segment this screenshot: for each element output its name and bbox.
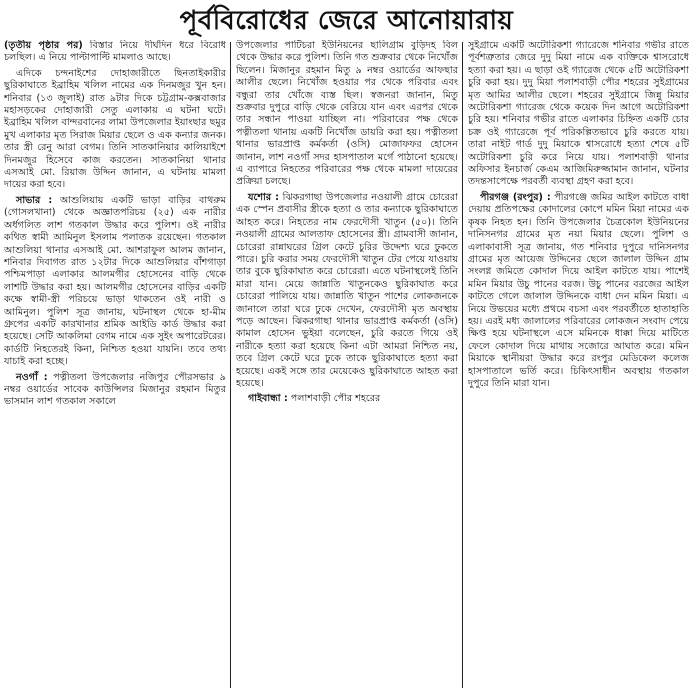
paragraph: [236, 393, 458, 405]
dateline: নওগাঁ :: [16, 371, 48, 383]
paragraph-text: পীরগঞ্জে জমির আইল কাটতে বাধা দেয়ায় প্রতিপক্ষের কোদালের কোপে মমিন মিয়া নামের এক কৃষক নিহত হন। তিনি উপজেলার চৈত্রকোল ইউনিয়নের দানিসনগর গ্রামের মৃত নয়া মিয়ার ছেলে। পুলিশ ও এলাকাবাসী সূত্র জানায়, গত শনিবার দুপুরে দানিসনগর গ্রামের মৃত আয়েজ উদ্দিনের ছেলে জালাল উদ্দিন গ্রাম সংলগ্ন জমিতে কোদাল দিয়ে আইল কাটতে যায়। পাশেই মমিন মিয়ার উচু পানের বরজ। উচু পানের বরজের আইল কাটতে গেলে জালাল উদ্দিনকে বাধা দেন মমিন মিয়া। এ নিয়ে উভয়ের মধ্যে প্রথমে বচসা এবং পরবর্তীতে হাতাহাতি হয়। এরই মধ্য জালালের পরিবারের লোকজন সংবাদ পেয়ে ক্ষিপ্ত হয়ে ঘটনাস্থলে এসে মমিনকে ধাক্কা দিয়ে মাটিতে ফেলে কোদাল দিয়ে মাথায় সজোরে আঘাত করে। মমিন মিয়াকে স্থানীয়রা উদ্ধার করে রংপুর মেডিকেল কলেজ হাসপাতালে ভর্তি করে। চিকিৎসাধীন অবস্থায় গতকাল দুপুরে তিনি মারা যান।: [468, 191, 689, 389]
paragraph: [468, 192, 689, 391]
column-3: [468, 40, 689, 690]
paragraph: [4, 40, 226, 65]
paragraph: উপজেলার পাটিচরা ইউনিয়নের ছালিগ্রাম বুড়িদহ বিল থেকে উদ্ধার করে পুলিশ। তিনি গত শুক্রবার থেকে নিখোঁজ ছিলেন। মিজানুর রহমান মিতু ৯ নম্বর ওয়ার্ডের আফছার আলীর ছেলে। নিখোঁজ হওয়ার পর থেকে পরিবার এবং বন্ধুরা তার খোঁজে ব্যস্ত ছিল। স্বজনরা জানান, মিতু শুক্রবার দুপুরে বাড়ি থেকে বেরিয়ে যান এবং এরপর থেকে তার সন্ধান পাওয়া যাচ্ছিল না। পরিবারের পক্ষ থেকে পত্নীতলা থানায় একটি নিখোঁজ ডায়রি করা হয়। পত্নীতলা থানার ভারপ্রাপ্ত কর্মকর্তা (ওসি) মোজাফফর হোসেন জানান, লাশ নওগাঁ সদর হাসপাতাল মর্গে পাঠানো হয়েছে। এ ব্যাপারে নিহতের পরিবারের পক্ষ থেকে মামলা দায়েরের প্রক্রিয়া চলছে।: [236, 40, 458, 188]
paragraph: সুইগ্রামে একটি অটোরিকশা গ্যারেজে শনিবার গভীর রাতে পূর্বশত্রুতার জেরে দুদু মিয়া নামে এক ব্যক্তিকে শ্বাসরোধে হত্যা করা হয়। এ ছাড়া ওই গ্যারেজ থেকে ৫টি অটোরিকশা চুরি করা হয়। দুদু মিয়া পলাশবাড়ী পৌর শহরের সুইগ্রামের মৃত আমির আলীর ছেলে। শহরের সুইগ্রামে জিন্নু মিয়ার অটোরিকশা গ্যারেজ থেকে কয়েক দিন আগে অটোরিকশা চুরি হয়। শনিবার গভীর রাতে এলাকার চিহ্নিত একটি চোর চক্র ওই গ্যারেজে পূর্ব পরিকল্পিতভাবে চুরি করতে যায়। তারা নাইট গার্ড দুদু মিয়াকে শ্বাসরোধে হত্যা শেষে ৫টি অটোরিকশা চুরি করে নিয়ে যায়। পলাশবাড়ী থানার অফিসার ইনচার্জ কেএম আজিমিরুজ্জামান জানান, ঘটনার তদন্তসাপেক্ষে পরবর্তী ব্যবস্থা গ্রহণ করা হবে।: [468, 40, 689, 188]
headline: পূর্ববিরোধের জেরে আনোয়ারায়: [179, 6, 514, 36]
paragraph: [4, 372, 226, 409]
column-1: [4, 40, 226, 690]
continuation-label: (তৃতীয় পৃষ্ঠার পর): [4, 40, 83, 51]
paragraph-text: পত্নীতলা উপজেলার নজিপুর পৌরসভার ৯ নম্বর ওয়ার্ডের সাবেক কাউন্সিলর মিজানুর রহমান মিতুর ভাসমান লাশ গতকাল সকালে: [4, 371, 226, 408]
column-divider: [230, 42, 231, 688]
column-divider: [462, 42, 463, 688]
paragraph-text: ঝিকরগাছা উপজেলার নওয়ালী গ্রামে চোরেরা এক স্পেন প্রবাসীর স্ত্রীকে হত্যা ও তার কন্যাকে ছুরিকাঘাতে আহত করে। নিহতের নাম ফেরদৌসী খাতুন (৫০)। তিনি নওয়ালী গ্রামের আলতাফ হোসেনের স্ত্রী। গ্রামবাসী জানান, চোরেরা রান্নাঘরের গ্রিল কেটে চুরির উদ্দেশ্য ঘরে ঢুকতে পারে। চুরি করার সময় ফেরদৌসী খাতুন টের পেয়ে যাওয়ায় তার বুকে ছুরিকাঘাত করে চোরেরা। এতে ঘটনাস্থলেই তিনি মারা যান। মেয়ে জান্নাতি খাতুনকেও ছুরিকাঘাত করে চোরেরা পালিয়ে যায়। জান্নাতি খাতুন পাশের লোকজনকে জানালে তারা ঘরে ঢুকে দেখেন, ফেরদৌসী মৃত অবস্থায় পড়ে আছেন। ঝিকরগাছা থানার ভারপ্রাপ্ত কর্মকর্তা (ওসি) কামাল হোসেন ভুইয়া বলেছেন, চুরি করতে গিয়ে ওই নারীকে হত্যা করা হয়েছে কিনা এটা আমরা নিশ্চিত নয়, তবে গ্রিল কেটে ঘরে ঢুকে তাকে ছুরিকাঘাতে হত্যা করা হয়েছে। একই সঙ্গে তার মেয়েকেও ছুরিকাঘাতে আহত করা হয়েছে।: [236, 191, 458, 389]
dateline: সাভার :: [16, 194, 53, 206]
paragraph-text: বিস্তার নিয়ে দীর্ঘদিন ধরে বিরোধ চলছিল। এ নিয়ে পাল্টাপাল্টি মামলাও আছে।: [4, 40, 226, 64]
paragraph: [4, 195, 226, 369]
paragraph: [236, 192, 458, 391]
dateline: যশোর :: [248, 191, 279, 203]
dateline: গাইবান্ধা :: [248, 393, 288, 405]
column-2: [236, 40, 458, 690]
paragraph-text: পলাশবাড়ী পৌর শহরের: [287, 393, 381, 405]
paragraph-text: আশুলিয়ায় একটি ভাড়া বাড়ির বাথরুম (গোসলখানা) থেকে অজ্ঞাতপরিচয় (২৫) এক নারীর অর্ধগলিত লাশ গতকাল উদ্ধার করে পুলিশ। ওই নারীর কথিত স্বামী আমিনুল ইসলাম পলাতক রয়েছেন। গতকাল আশুলিয়া থানার এসআই মো. আশরাফুল আলম জানান, শনিবার দিবাগত রাত ১২টার দিকে আশুলিয়ার বাঁশগাড়া পশ্চিমপাড়া এলাকার আলমগীর হোসেনের বাড়ি থেকে লাশটি উদ্ধার করা হয়। আলমগীর হোসেনের বাড়ির একটি কক্ষে স্বামী-স্ত্রী পরিচয়ে ভাড়া থাকতেন ওই নারী ও আমিনুল। পুলিশ সূত্র জানায়, ঘটনাস্থল থেকে হা-মীম গ্রুপের একটি কারখানার শ্রমিক আইডি কার্ড উদ্ধার করা হয়েছে। সেটি আকলিমা বেগম নামে এক সুইং অপারেটরের। কার্ডটি নিহতেরই কিনা, নিশ্চিত হওয়া যায়নি। তবে তথ্য যাচাই করা হচ্ছে।: [4, 194, 226, 368]
dateline: পীরগঞ্জ (রংপুর) :: [480, 191, 551, 203]
paragraph: এদিকে চন্দনাইশের দোহাজারীতে ছিনতাইকারীর ছুরিকাঘাতে ইব্রাহিম খলিল নামের এক দিনমজুর খুন হন। শনিবার (১৩ জুলাই) রাত ৯টার দিকে চট্টগ্রাম-কক্সবাজার মহাসড়কের দোহাজারী সেতু এলাকায় এ ঘটনা ঘটে। ইব্রাহিম খলিল বান্দরবানের লামা উপজেলার ইয়াংছার ছমুর মুখ এলাকার মৃত সিরাজ মিয়ার ছেলে ও এক কন্যার জনক। তার স্ত্রী রেনু আরা বেগম। তিনি সাতকানিয়ার কালিয়াইশে দিনমজুর হিসেবে কাজ করতেন। সাতকানিয়া থানার এসআই মো. রিয়াজ উদ্দিন জানান, এ ঘটনায় মামলা দায়ের করা হবে।: [4, 67, 226, 191]
